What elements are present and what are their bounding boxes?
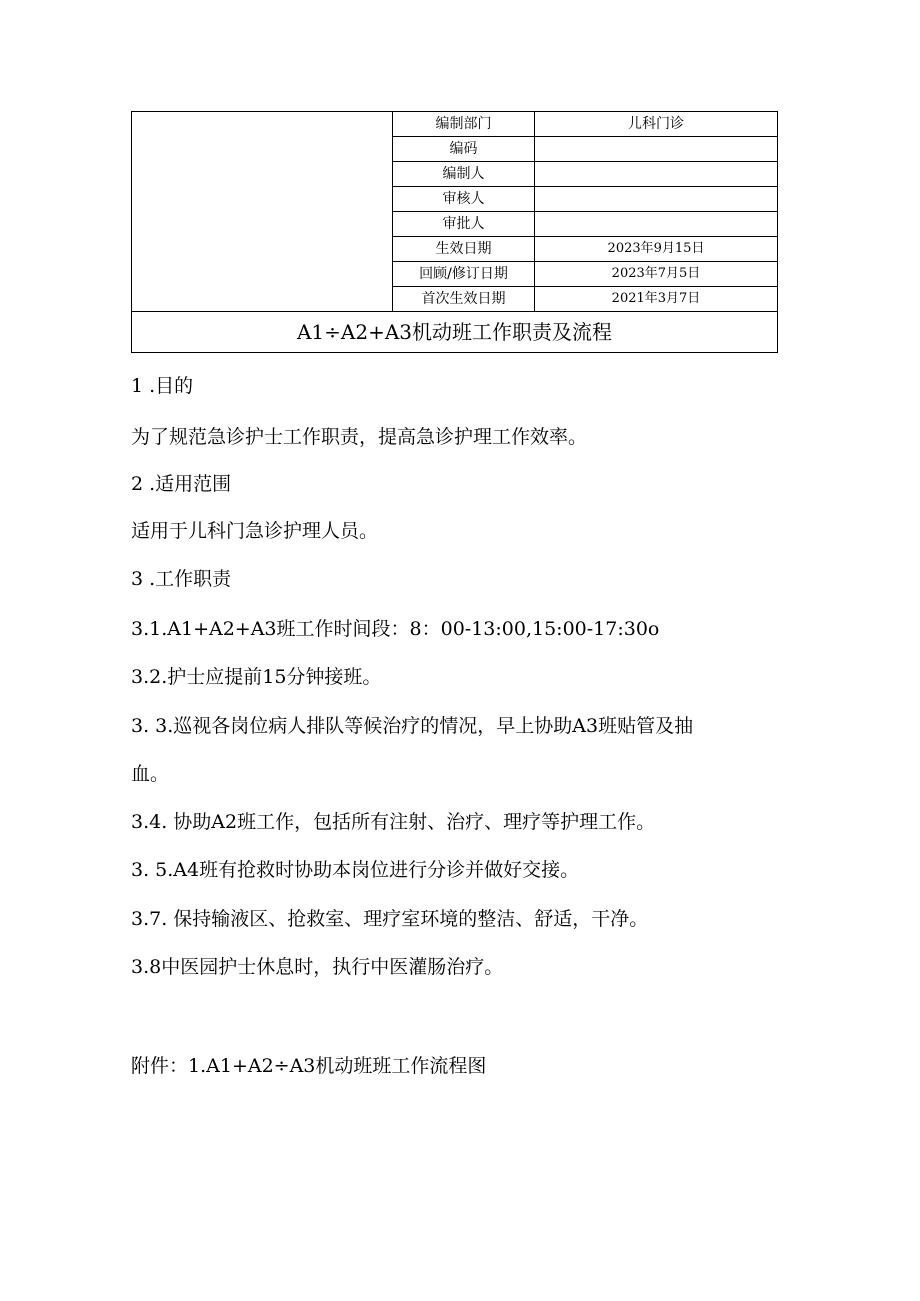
meta-value-revision-date: 2023年7月5日 — [535, 262, 778, 287]
meta-value-department: 儿科门诊 — [535, 112, 778, 137]
meta-label-approver: 审批人 — [393, 212, 535, 237]
meta-value-code — [535, 137, 778, 162]
meta-value-first-effective-date: 2021年3月7日 — [535, 287, 778, 312]
meta-label-revision-date: 回顾/修订日期 — [393, 262, 535, 287]
meta-label-department: 编制部门 — [393, 112, 535, 137]
document-title: A1÷A2+A3机动班工作职责及流程 — [132, 312, 778, 353]
meta-value-approver — [535, 212, 778, 237]
meta-row-department — [132, 112, 778, 137]
duty-3-7: 3.7. 保持输液区、抢救室、理疗室环境的整洁、舒适，干净。 — [131, 908, 649, 930]
section-3-heading: 3 .工作职责 — [131, 568, 232, 590]
meta-label-first-effective-date: 首次生效日期 — [393, 287, 535, 312]
meta-value-effective-date: 2023年9月15日 — [535, 237, 778, 262]
meta-value-reviewer — [535, 187, 778, 212]
section-1-heading: 1 .目的 — [131, 375, 194, 397]
duty-3-5: 3. 5.A4班有抢救时协助本岗位进行分诊并做好交接。 — [131, 859, 580, 881]
section-2-text: 适用于儿科门急诊护理人员。 — [131, 520, 379, 542]
duty-3-1: 3.1.A1+A2+A3班工作时间段：8：00-13:00,15:00-17:30o — [131, 618, 660, 640]
section-1-text: 为了规范急诊护士工作职责，提高急诊护理工作效率。 — [131, 426, 588, 448]
meta-label-author: 编制人 — [393, 162, 535, 187]
duty-3-2: 3.2.护士应提前15分钟接班。 — [131, 666, 382, 688]
attachment-note: 附件：1.A1+A2÷A3机动班班工作流程图 — [131, 1055, 487, 1077]
meta-value-author — [535, 162, 778, 187]
meta-label-reviewer: 审核人 — [393, 187, 535, 212]
meta-label-effective-date: 生效日期 — [393, 237, 535, 262]
title-row — [132, 312, 778, 353]
duty-3-8: 3.8中医园护士休息时，执行中医灌肠治疗。 — [131, 956, 504, 978]
logo-area — [132, 112, 393, 312]
meta-label-code: 编码 — [393, 137, 535, 162]
duty-3-3-line-2: 血。 — [131, 763, 170, 785]
duty-3-3-line-1: 3. 3.巡视各岗位病人排队等候治疗的情况，早上协助A3班贴管及抽 — [131, 715, 694, 737]
duty-3-4: 3.4. 协助A2班工作，包括所有注射、治疗、理疗等护理工作。 — [131, 811, 656, 833]
section-2-heading: 2 .适用范围 — [131, 473, 232, 495]
document-header-table — [131, 111, 778, 353]
